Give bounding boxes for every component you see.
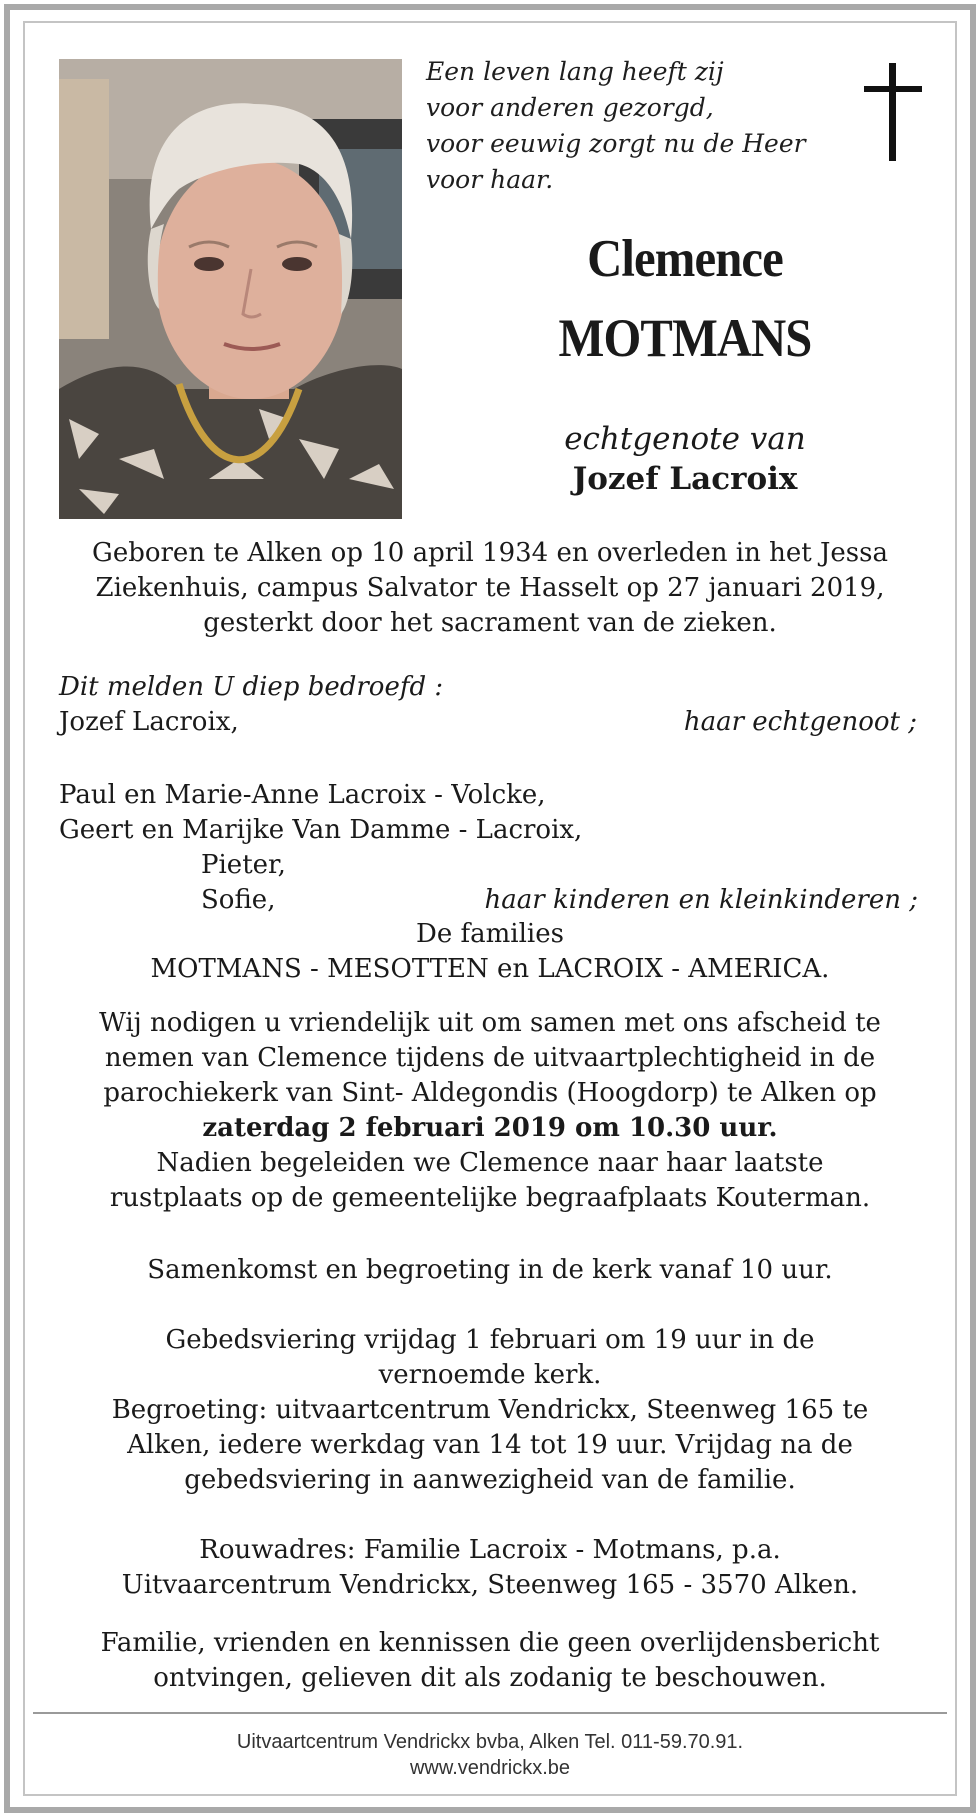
paragraph-line: Nadien begeleiden we Clemence naar haar laatste	[156, 1148, 824, 1178]
ceremony-date: zaterdag 2 februari 2019 om 10.30 uur.	[202, 1113, 778, 1143]
cross-icon	[864, 63, 922, 161]
portrait-photo	[59, 59, 402, 519]
spouse-label: echtgenote van	[564, 421, 806, 457]
announcer-grandchild: Sofie,	[201, 885, 276, 915]
paragraph-line: rustplaats op de gemeentelijke begraafplaats Kouterman.	[109, 1183, 871, 1213]
poem-line: voor eeuwig zorgt nu de Heer	[426, 129, 806, 158]
deceased-first-name: Clemence	[587, 230, 783, 288]
birth-death-paragraph	[40, 536, 940, 641]
families-label: De families	[416, 919, 564, 949]
footer-website[interactable]: www.vendrickx.be	[409, 1757, 571, 1779]
poem-line: voor anderen gezorgd,	[426, 93, 714, 122]
announcer-child: Geert en Marijke Van Damme - Lacroix,	[59, 815, 583, 845]
paragraph-line: Familie, vrienden en kennissen die geen overlijdensbericht	[100, 1628, 880, 1658]
memorial-poem	[426, 54, 826, 198]
families-names: MOTMANS - MESOTTEN en LACROIX - AMERICA.	[150, 954, 830, 984]
deceased-last-name: MOTMANS	[558, 308, 812, 368]
spouse-name: Jozef Lacroix	[572, 461, 798, 497]
announcer-children-role: haar kinderen en kleinkinderen ;	[484, 885, 918, 915]
paragraph-line: Alken, iedere werkdag van 14 tot 19 uur. Vrijdag na de	[127, 1430, 853, 1460]
paragraph-line: Wij nodigen u vriendelijk uit om samen met ons afscheid te	[99, 1008, 881, 1038]
notice-paragraph	[40, 1626, 940, 1696]
announcer-spouse: Jozef Lacroix,	[59, 707, 239, 737]
poem-line: Een leven lang heeft zij	[426, 57, 724, 86]
announcer-child: Paul en Marie-Anne Lacroix - Volcke,	[59, 780, 546, 810]
announcer-grandchild: Pieter,	[201, 850, 286, 880]
prayer-paragraph	[40, 1323, 940, 1498]
paragraph-line: Gebedsviering vrijdag 1 februari om 19 uur in de	[165, 1325, 815, 1355]
paragraph-line: Ziekenhuis, campus Salvator te Hasselt op 27 januari 2019,	[95, 573, 885, 603]
paragraph-line: parochiekerk van Sint- Aldegondis (Hoogdorp) te Alken op	[103, 1078, 877, 1108]
paragraph-line: nemen van Clemence tijdens de uitvaartplechtigheid in de	[104, 1043, 876, 1073]
paragraph-line: Geboren te Alken op 10 april 1934 en overleden in het Jessa	[92, 538, 888, 568]
announcer-spouse-role: haar echtgenoot ;	[683, 707, 917, 737]
ceremony-invite	[40, 1006, 940, 1216]
address-paragraph	[40, 1533, 940, 1603]
footer-divider	[33, 1712, 947, 1714]
paragraph-line: ontvingen, gelieven dit als zodanig te beschouwen.	[153, 1663, 827, 1693]
paragraph-line: gebedsviering in aanwezigheid van de familie.	[184, 1465, 796, 1495]
families-block	[40, 917, 940, 987]
paragraph-line: Uitvaarcentrum Vendrickx, Steenweg 165 - 3570 Alken.	[121, 1570, 859, 1600]
footer-company: Uitvaartcentrum Vendrickx bvba, Alken Tel. 011-59.70.91.	[236, 1731, 744, 1753]
paragraph-line: vernoemde kerk.	[378, 1360, 602, 1390]
gathering-line: Samenkomst en begroeting in de kerk vanaf 10 uur.	[147, 1255, 833, 1285]
paragraph-line: gesterkt door het sacrament van de zieken.	[203, 608, 777, 638]
poem-line: voor haar.	[426, 165, 554, 194]
announcers-intro: Dit melden U diep bedroefd :	[59, 672, 444, 702]
paragraph-line: Rouwadres: Familie Lacroix - Motmans, p.a.	[199, 1535, 781, 1565]
paragraph-line: Begroeting: uitvaartcentrum Vendrickx, Steenweg 165 te	[111, 1395, 869, 1425]
